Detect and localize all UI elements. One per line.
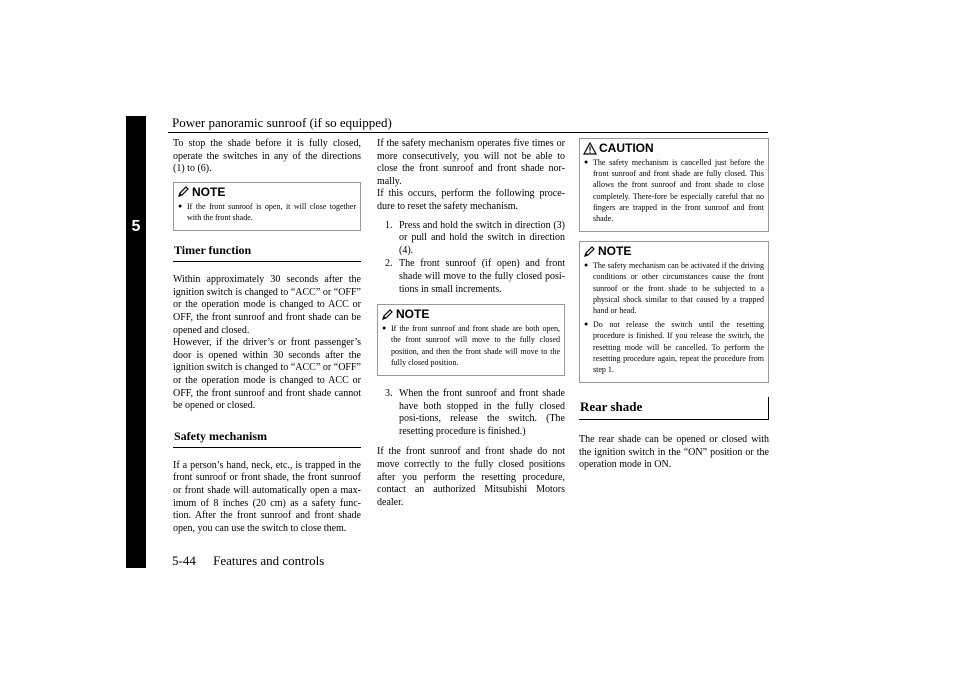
column-middle — [377, 138, 565, 515]
pencil-icon — [177, 185, 190, 198]
caution-bullet: ● The safety mechanism is cancelled just before the front sunroof and front shade are fully closed. This allows the front sunroof and front shade to close completely. There-fore be especially careful that no fingers are trapped in the front sunroof and front shade. — [584, 158, 764, 224]
column-left — [173, 138, 361, 541]
rear-heading: Rear shade — [580, 399, 643, 415]
section-heading-rear — [579, 397, 769, 420]
step-item: 1. Press and hold the switch in direction (3) or pull and hold the switch in direction (4). — [385, 219, 565, 256]
dealer-paragraph: If the front sunroof and front shade do not move correctly to the fully closed positions after you perform the resetting procedure, contact an authorized Mitsubishi Motors dealer. — [377, 446, 565, 508]
bullet-icon: ● — [584, 320, 589, 329]
section-rule — [579, 419, 768, 420]
bullet-icon: ● — [584, 261, 589, 270]
safety-paragraph: If a person’s hand, neck, etc., is trapped in the front sunroof or front shade, the front sunroof or front shade will automatically open a max-imum of 8 inches (20 cm) as a safety func-tion. After the front sunroof and front shade open, you can use the switch to close them. — [173, 459, 361, 534]
note-title: NOTE — [192, 184, 226, 199]
chapter-number: 5 — [131, 218, 141, 235]
note-header — [174, 183, 360, 199]
rear-paragraph: The rear shade can be opened or closed with the ignition switch in the “ON” position or the operation mode in ON. — [579, 434, 769, 471]
column-right — [579, 138, 769, 478]
note-box — [173, 182, 361, 231]
section-heading-safety — [173, 427, 361, 448]
note-bullet: ● Do not release the switch until the resetting procedure is finished. If you release the switch, the resetting mode will be cancelled. To perform the resetting procedure again, repeat the procedure from step 1. — [584, 320, 764, 375]
pencil-icon — [381, 308, 394, 321]
section-rule — [173, 261, 361, 262]
timer-paragraph-1: Within approximately 30 seconds after the ignition switch is changed to “ACC” or “OFF” or the operation mode is changed to ACC or OFF, the front sunroof and front shade can be opened and closed. — [173, 274, 361, 336]
note-header — [580, 242, 768, 258]
page-footer — [172, 553, 324, 569]
running-header: Power panoramic sunroof (if so equipped) — [172, 115, 392, 130]
reset-paragraph-2: If this occurs, perform the following proce-dure to reset the safety mechanism. — [377, 188, 565, 212]
chapter-tab — [126, 116, 146, 568]
section-rule — [173, 447, 361, 448]
caution-title: CAUTION — [599, 141, 654, 155]
note-title: NOTE — [396, 307, 430, 322]
note-box — [377, 304, 565, 376]
timer-heading: Timer function — [174, 243, 252, 258]
header-rule — [168, 132, 768, 133]
note-bullet: ● If the front sunroof is open, it will close together with the front shade. — [178, 201, 356, 222]
note-bullet: ● The safety mechanism can be activated if the driving conditions or other circumstances cause the front sunroof or the front shade to be subjected to a physical shock similar to that caused by a trapped hand or head. — [584, 261, 764, 316]
reset-paragraph-1: If the safety mechanism operates five times or more consecutively, you will not be able to close the front sunroof and front shade nor-mally. — [377, 138, 565, 187]
caution-box — [579, 138, 769, 232]
note-bullet: ● If the front sunroof and front shade are both open, the front sunroof will move to the fully closed position, and then the front shade will move to the fully closed position. — [382, 324, 560, 367]
bullet-icon: ● — [584, 158, 589, 166]
warning-triangle-icon — [583, 142, 597, 155]
timer-paragraph-2: However, if the driver’s or front passenger’s door is opened within 30 seconds after the ignition switch is changed to “ACC” or “OFF” or the operation mode is changed to ACC or OFF, the front sunroof and front shade cannot be opened or closed. — [173, 337, 361, 412]
note-box — [579, 241, 769, 383]
step-item: 2. The front sunroof (if open) and front shade will move to the fully closed posi-tions in small increments. — [385, 258, 565, 295]
note-title: NOTE — [598, 244, 632, 259]
intro-paragraph: To stop the shade before it is fully closed, operate the switches in any of the directions (1) to (6). — [173, 138, 361, 175]
step-item: 3. When the front sunroof and front shade have both stopped in the fully closed posi-tions, release the switch. (The resetting procedure is finished.) — [385, 387, 565, 437]
bullet-icon: ● — [382, 324, 387, 333]
pencil-icon — [583, 245, 596, 258]
caution-header — [580, 139, 768, 155]
section-heading-timer — [173, 241, 361, 262]
page-number: 5-44 — [172, 553, 196, 568]
note-header — [378, 305, 564, 321]
bullet-icon: ● — [178, 201, 183, 210]
footer-section: Features and controls — [213, 553, 325, 568]
safety-heading: Safety mechanism — [174, 428, 267, 443]
